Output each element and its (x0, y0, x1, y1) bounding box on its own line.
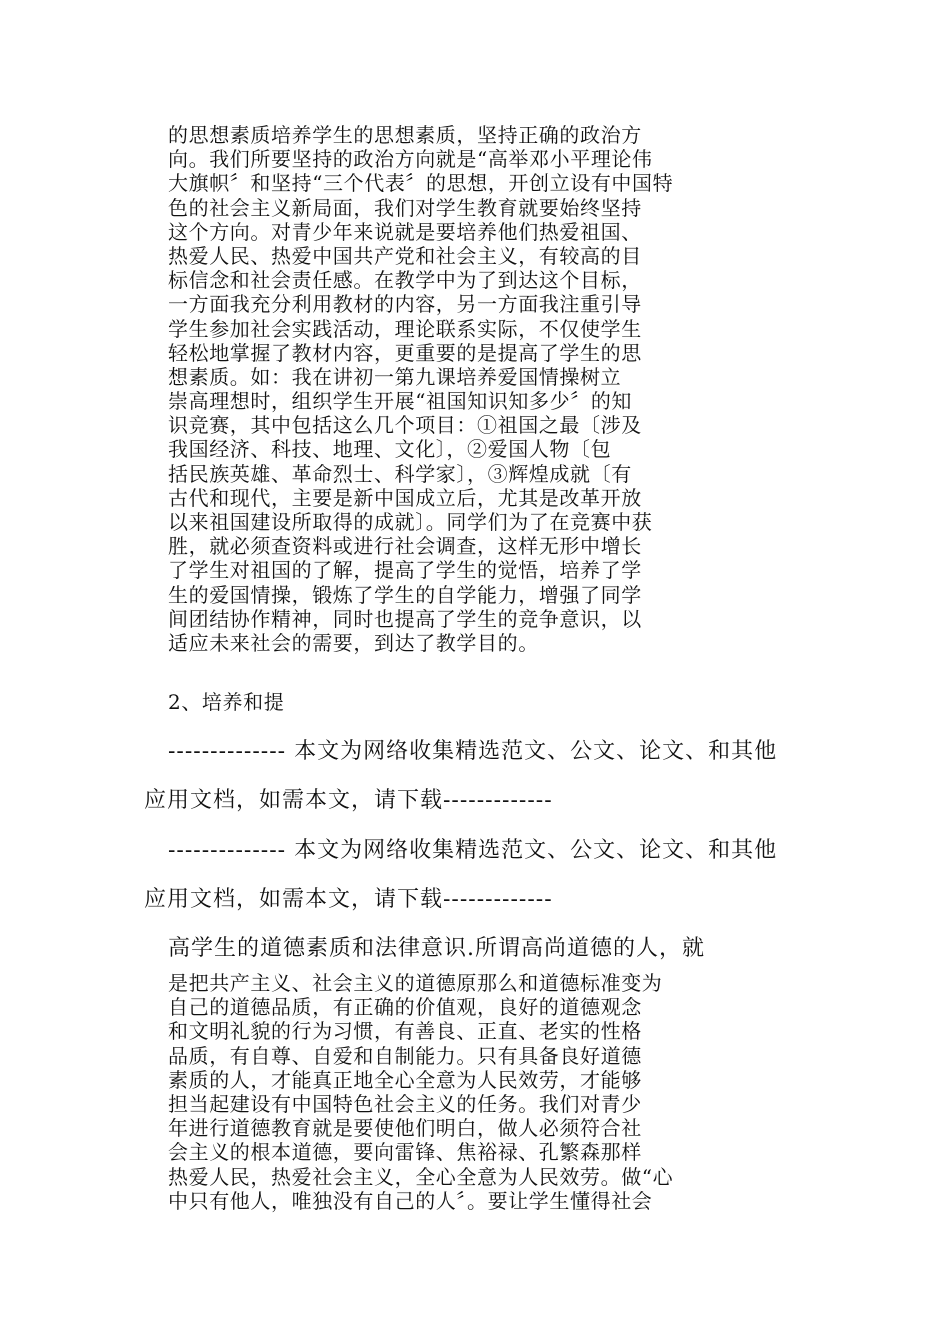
text-line: 以来祖国建设所取得的成就〕。同学们为了在竞赛中获 (168, 510, 653, 534)
text-line: 适应未来社会的需要，到达了教学目的。 (168, 630, 539, 655)
paragraph-first-line: 高学生的道德素质和法律意识.所谓高尚道德的人，就 (168, 936, 705, 961)
text-line: 会主义的根本道德，要向雷锋、焦裕禄、孔繁森那样 (168, 1140, 642, 1165)
text-line: 是把共产主义、社会主义的道德原那么和道德标准变为 (168, 971, 663, 995)
text-line: 崇高理想时，组织学生开展“祖国知识知多少〞的知 (168, 389, 633, 414)
text-line: 向。我们所要坚持的政治方向就是“高举邓小平理论伟 (168, 147, 653, 172)
text-line: 大旗帜〞和坚持“三个代表〞的思想，开创立设有中国特 (168, 171, 674, 196)
text-line: 担当起建设有中国特色社会主义的任务。我们对青少 (168, 1091, 642, 1116)
text-line: 了学生对祖国的了解，提高了学生的觉悟，培养了学 (168, 558, 642, 583)
text-line: 学生参加社会实践活动，理论联系实际，不仅使学生 (168, 316, 642, 341)
text-line: 标信念和社会责任感。在教学中为了到达这个目标， (168, 268, 642, 293)
text-line: 我国经济、科技、地理、文化〕，②爱国人物〔包 (168, 437, 612, 462)
text-line: 素质的人，才能真正地全心全意为人民效劳，才能够 (168, 1067, 642, 1092)
text-line: 和文明礼貌的行为习惯，有善良、正直、老实的性格 (168, 1019, 642, 1044)
text-line: 轻松地掌握了教材内容，更重要的是提高了学生的思 (168, 340, 642, 365)
body-paragraph (168, 971, 673, 1213)
text-line: 间团结协作精神，同时也提高了学生的竞争意识，以 (168, 606, 642, 631)
download-notice-line: 应用文档，如需本文，请下载------------- (144, 788, 553, 813)
download-notice-line: 应用文档，如需本文，请下载------------- (144, 887, 553, 912)
text-line: 的思想素质培养学生的思想素质，坚持正确的政治方 (168, 123, 642, 147)
text-line: 古代和现代，主要是新中国成立后，尤其是改革开放 (168, 485, 642, 510)
text-line: 中只有他人，唯独没有自己的人〞。要让学生懂得社会 (168, 1188, 653, 1213)
text-line: 品质，有自尊、自爱和自制能力。只有具备良好道德 (168, 1043, 642, 1068)
text-line: 自己的道德品质，有正确的价值观，良好的道德观念 (168, 995, 642, 1020)
text-line: 生的爱国情操，锻炼了学生的自学能力，增强了同学 (168, 582, 642, 607)
download-notice-line: -------------- 本文为网络收集精选范文、公文、论文、和其他 (168, 739, 778, 764)
text-line: 热爱人民，热爱社会主义，全心全意为人民效劳。做“心 (168, 1164, 674, 1189)
text-line: 识竞赛，其中包括这么几个项目：①祖国之最〔涉及 (168, 413, 642, 438)
text-line: 年进行道德教育就是要使他们明白，做人必须符合社 (168, 1116, 642, 1141)
text-line: 这个方向。对青少年来说就是要培养他们热爱祖国、 (168, 219, 642, 244)
text-line: 色的社会主义新局面，我们对学生教育就要始终坚持 (168, 195, 642, 220)
text-line: 一方面我充分利用教材的内容，另一方面我注重引导 (168, 292, 642, 317)
text-line: 括民族英雄、革命烈士、科学家〕，③辉煌成就〔有 (168, 461, 632, 486)
text-line: 胜，就必须查资料或进行社会调查，这样无形中增长 (168, 534, 642, 559)
text-line: 热爱人民、热爱中国共产党和社会主义，有较高的目 (168, 243, 642, 268)
section-heading: 2、培养和提 (168, 690, 285, 714)
download-notice-line: -------------- 本文为网络收集精选范文、公文、论文、和其他 (168, 838, 778, 863)
body-paragraph (168, 123, 673, 655)
text-line: 想素质。如：我在讲初一第九课培养爱国情操树立 (168, 364, 622, 389)
